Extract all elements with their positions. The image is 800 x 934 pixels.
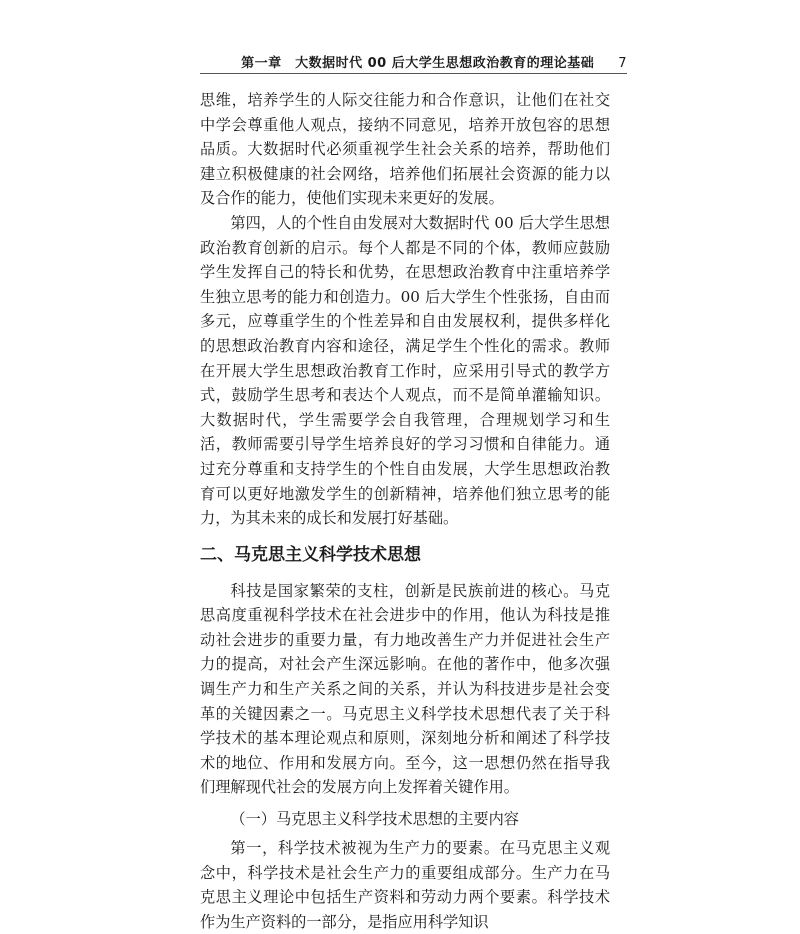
paragraph-continuation: 思维，培养学生的人际交往能力和合作意识，让他们在社交中学会尊重他人观点，接纳不同意见，培养开放包容的思想品质。大数据时代必须重视学生社会关系的培养，帮助他们建立积极健康的社会网络，培养他们拓展社会资源的能力以及合作的能力，使他们实现未来更好的发展。 xyxy=(200,91,610,208)
body-text xyxy=(200,88,610,934)
paragraph-first-point: 第一，科学技术被视为生产力的要素。在马克思主义观念中，科学技术是社会生产力的重要组成部分。生产力在马克思主义理论中包括生产资料和劳动力两个要素。科学技术作为生产资料的一部分，是指应用科学知识 xyxy=(200,839,610,931)
page-number: 7 xyxy=(618,56,627,71)
paragraph-section-intro: 科技是国家繁荣的支柱，创新是民族前进的核心。马克思高度重视科学技术在社会进步中的作用，他认为科技是推动社会进步的重要力量，有力地改善生产力并促进社会生产力的提高，对社会产生深远影响。在他的著作中，他多次强调生产力和生产关系之间的关系，并认为科技进步是社会变革的关键因素之一。马克思主义科学技术思想代表了关于科学技术的基本理论观点和原则，深刻地分析和阐述了科学技术的地位、作用和发展方向。至今，这一思想仍然在指导我们理解现代社会的发展方向上发挥着关键作用。 xyxy=(200,581,610,797)
section-heading: 二、马克思主义科学技术思想 xyxy=(200,544,421,565)
chapter-title: 第一章 大数据时代 00 后大学生思想政治教育的理论基础 xyxy=(241,56,595,71)
sub-heading: （一）马克思主义科学技术思想的主要内容 xyxy=(230,810,519,829)
running-header xyxy=(200,52,627,71)
paragraph-fourth-point: 第四，人的个性自由发展对大数据时代 00 后大学生思想政治教育创新的启示。每个人都是不同的个体，教师应鼓励学生发挥自己的特长和优势，在思想政治教育中注重培养学生独立思考的能力和创造力。00 后大学生个性张扬，自由而多元，应尊重学生的个性差异和自由发展权利，提供多样化的思想政治教育内容和途径，满足学生个性化的需求。教师在开展大学生思想政治教育工作时，应采用引导式的教学方式，鼓励学生思考和表达个人观点，而不是简单灌输知识。大数据时代，学生需要学会自我管理，合理规划学习和生活，教师需要引导学生培养良好的学习习惯和自律能力。通过充分尊重和支持学生的个性自由发展，大学生思想政治教育可以更好地激发学生的创新精神，培养他们独立思考的能力，为其未来的成长和发展打好基础。 xyxy=(200,213,610,528)
header-rule xyxy=(200,73,627,74)
